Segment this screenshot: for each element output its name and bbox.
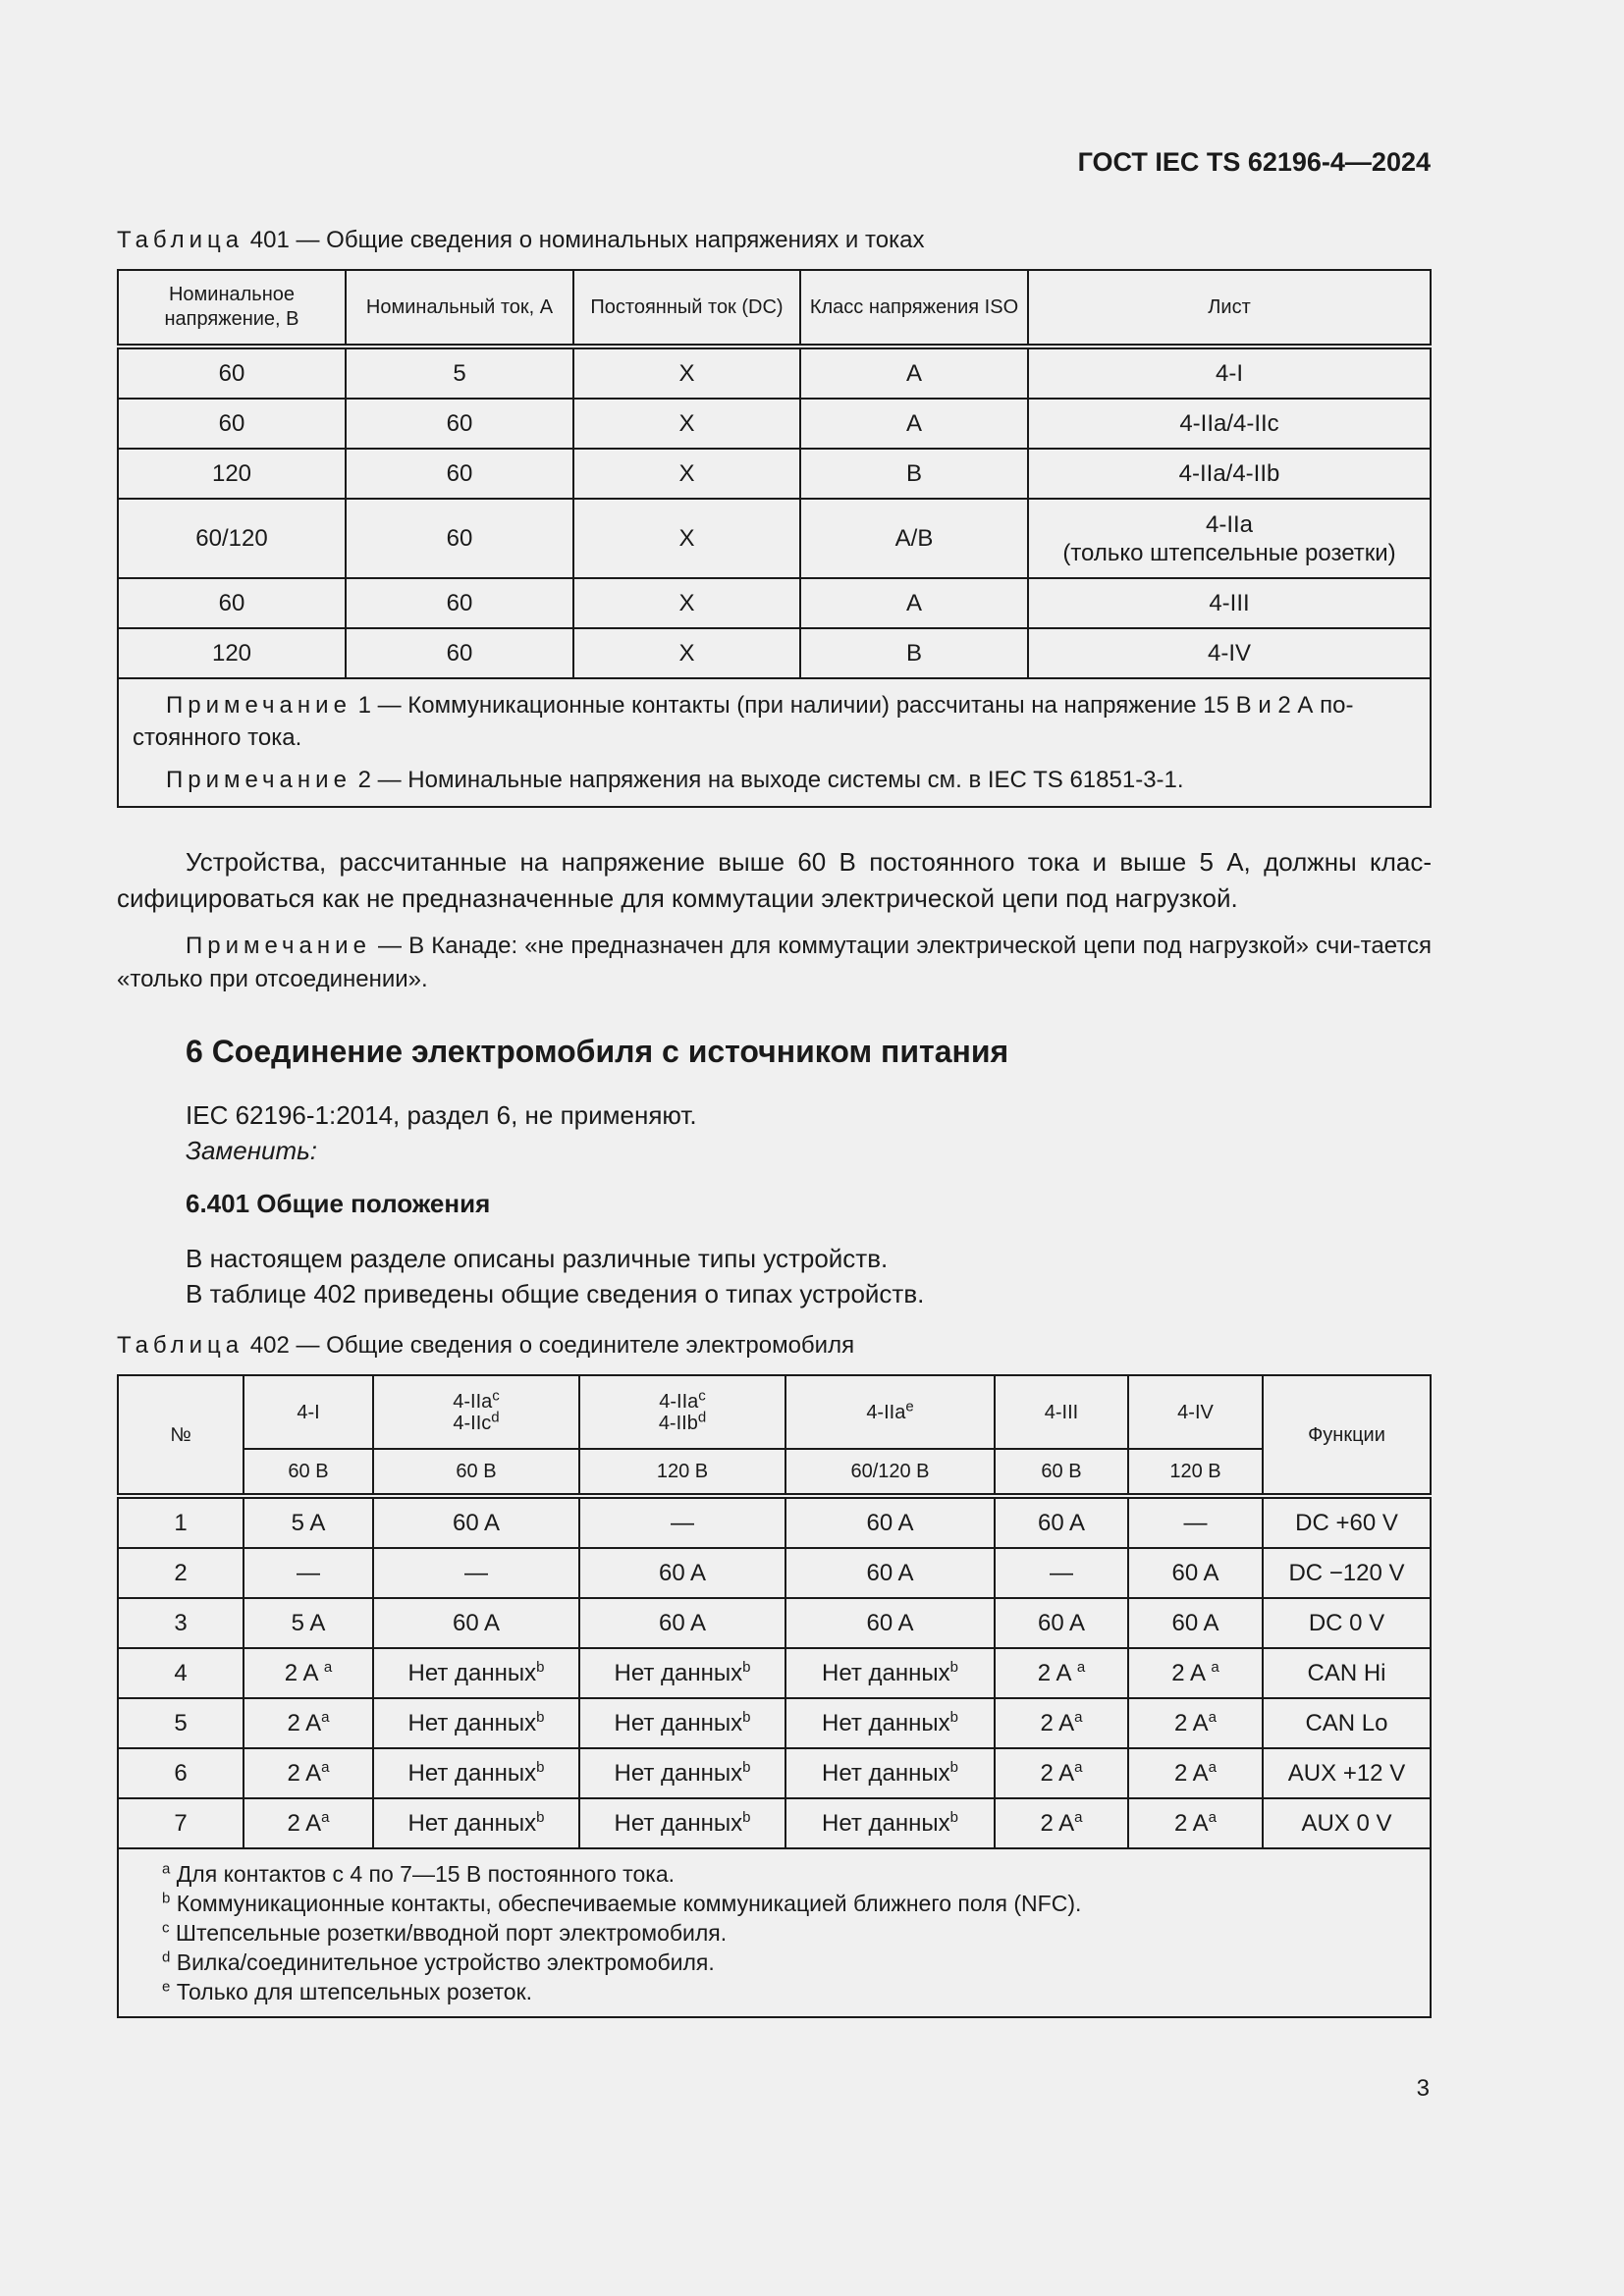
header-cell: Номинальный ток, А <box>346 270 573 347</box>
table-cell: X <box>573 399 800 449</box>
table-cell: 60 A <box>785 1496 995 1548</box>
table-cell: Нет данных$^b$ <box>785 1648 995 1698</box>
table-cell: X <box>573 578 800 628</box>
table-cell: Нет данных$^b$ <box>785 1748 995 1798</box>
footnote: $^a$ Для контактов с 4 по 7—15 В постоянного тока. <box>162 1860 676 1887</box>
table-cell: 2 $A^a$ <box>244 1748 373 1798</box>
voltage-header: 120 В <box>579 1449 785 1496</box>
table-cell: 60 <box>346 628 573 678</box>
table-cell: A/B <box>800 499 1028 578</box>
table-402-footnotes-row <box>118 1848 1431 2017</box>
table-402 <box>117 1374 1432 2018</box>
sheet-name: 4-IIa <box>1205 510 1254 538</box>
table-cell <box>1028 499 1431 578</box>
table-cell: 60 A <box>373 1598 579 1648</box>
sheet-header: 4-IV <box>1128 1375 1263 1449</box>
table-402-footnotes <box>118 1848 1431 2017</box>
section-6-heading: 6 Соединение электромобиля с источником питания <box>186 1034 1009 1069</box>
table-cell: Нет данных$^b$ <box>373 1698 579 1748</box>
table-cell: — <box>579 1496 785 1548</box>
table-cell: 60 A <box>373 1496 579 1548</box>
table-row <box>118 1698 1431 1748</box>
table-cell: B <box>800 628 1028 678</box>
row-number: 5 <box>118 1698 244 1748</box>
section-6401-text: В таблице 402 приведены общие сведения о типах устройств. <box>186 1279 925 1308</box>
sheet-header: 4-IIa$^c$ 4-IIc$^d$ <box>373 1375 579 1449</box>
table-cell: 60 <box>118 347 346 399</box>
table-note: Примечание 2 — Номинальные напряжения на выходе системы см. в IEC TS 61851-3-1. <box>166 767 1184 793</box>
function-cell: DC −120 V <box>1263 1548 1431 1598</box>
table-cell: A <box>800 347 1028 399</box>
table-cell: 60 <box>118 399 346 449</box>
table-cell: 2 $A^a$ <box>1128 1748 1263 1798</box>
function-cell: DC +60 V <box>1263 1496 1431 1548</box>
table-cell: 2 $A^a$ <box>995 1748 1128 1798</box>
table-cell: 2 $A^a$ <box>1128 1698 1263 1748</box>
table-row <box>118 399 1431 449</box>
table-cell: 60 A <box>995 1496 1128 1548</box>
table-cell: 2 $A^a$ <box>995 1698 1128 1748</box>
table-cell: 60 <box>118 578 346 628</box>
header-cell: Класс напряжения ISO <box>800 270 1028 347</box>
row-number: 4 <box>118 1648 244 1698</box>
table-cell: — <box>995 1548 1128 1598</box>
table-row <box>118 1648 1431 1698</box>
voltage-header: 60/120 В <box>785 1449 995 1496</box>
table-cell: 4-I <box>1028 347 1431 399</box>
function-cell: AUX 0 V <box>1263 1798 1431 1848</box>
header-cell: Лист <box>1028 270 1431 347</box>
table-cell: Нет данных$^b$ <box>579 1798 785 1848</box>
table-401 <box>117 269 1432 808</box>
table-row <box>118 1798 1431 1848</box>
table-row <box>118 1496 1431 1548</box>
table-cell: 4-IIa/4-IIc <box>1028 399 1431 449</box>
voltage-header: 60 В <box>244 1449 373 1496</box>
section-6-replace-label: Заменить: <box>186 1136 318 1165</box>
table-cell: Нет данных$^b$ <box>785 1698 995 1748</box>
table-cell: 2 $A^a$ <box>244 1798 373 1848</box>
page-number: 3 <box>1416 2075 1430 2102</box>
table-cell: 5 <box>346 347 573 399</box>
table-cell: 5 A <box>244 1598 373 1648</box>
table-cell: 120 <box>118 449 346 499</box>
table-cell: 60 A <box>995 1598 1128 1648</box>
voltage-header: 60 В <box>995 1449 1128 1496</box>
table-cell: X <box>573 499 800 578</box>
table-cell: X <box>573 347 800 399</box>
table-401-notes-row <box>118 678 1431 807</box>
table-cell: 60 A <box>579 1548 785 1598</box>
table-402-header-row <box>118 1375 1431 1449</box>
sheet-note: (только штепсельные розетки) <box>1062 539 1396 566</box>
table-row <box>118 499 1431 578</box>
table-row <box>118 1548 1431 1598</box>
footnote: $^d$ Вилка/соединительное устройство электромобиля. <box>162 1949 715 1975</box>
table-cell: Нет данных$^b$ <box>579 1648 785 1698</box>
table-402-caption: Таблица 402 — Общие сведения о соединителе электромобиля <box>117 1332 855 1359</box>
voltage-header: 120 В <box>1128 1449 1263 1496</box>
header-cell: Номинальное напряжение, В <box>118 270 346 347</box>
table-row <box>118 628 1431 678</box>
table-cell: 4-III <box>1028 578 1431 628</box>
table-cell: 60 A <box>579 1598 785 1648</box>
document-code: ГОСТ IEC TS 62196-4—2024 <box>1077 147 1431 177</box>
row-number: 7 <box>118 1798 244 1848</box>
table-cell: 2 $A^a$ <box>244 1698 373 1748</box>
row-number: 3 <box>118 1598 244 1648</box>
table-cell: 60 <box>346 578 573 628</box>
table-cell: 2 A $^a$ <box>995 1648 1128 1698</box>
function-cell: AUX +12 V <box>1263 1748 1431 1798</box>
table-cell: Нет данных$^b$ <box>373 1748 579 1798</box>
table-row <box>118 347 1431 399</box>
table-cell: Нет данных$^b$ <box>579 1748 785 1798</box>
sheet-header: 4-III <box>995 1375 1128 1449</box>
sheet-header: 4-IIa$^c$ 4-IIb$^d$ <box>579 1375 785 1449</box>
row-number: 1 <box>118 1496 244 1548</box>
footnote: $^b$ Коммуникационные контакты, обеспечиваемые коммуникацией ближнего поля (NFC). <box>162 1890 1082 1916</box>
table-cell: 60/120 <box>118 499 346 578</box>
footnote: $^e$ Только для штепсельных розеток. <box>162 1978 533 2004</box>
table-cell: — <box>1128 1496 1263 1548</box>
table-cell: Нет данных$^b$ <box>373 1648 579 1698</box>
table-401-notes <box>118 678 1431 807</box>
table-cell: 60 A <box>785 1548 995 1598</box>
table-cell: 60 A <box>785 1598 995 1648</box>
table-cell: B <box>800 449 1028 499</box>
footnote: $^c$ Штепсельные розетки/вводной порт электромобиля. <box>162 1919 728 1946</box>
table-401-caption: Таблица 401 — Общие сведения о номинальных напряжениях и токах <box>117 227 925 253</box>
table-note: Примечание 1 — Коммуникационные контакты (при наличии) рассчитаны на напряжение 15 В и 2 А по-стоянного тока. <box>133 692 1354 751</box>
table-cell: Нет данных$^b$ <box>373 1798 579 1848</box>
table-row <box>118 578 1431 628</box>
number-header: № <box>118 1375 244 1496</box>
voltage-header: 60 В <box>373 1449 579 1496</box>
table-cell: 2 A $^a$ <box>1128 1648 1263 1698</box>
table-cell: 2 $A^a$ <box>1128 1798 1263 1848</box>
function-cell: DC 0 V <box>1263 1598 1431 1648</box>
sheet-header: 4-IIa$^e$ <box>785 1375 995 1449</box>
table-cell: 4-IV <box>1028 628 1431 678</box>
table-cell: Нет данных$^b$ <box>579 1698 785 1748</box>
table-row <box>118 1598 1431 1648</box>
table-401-header-row <box>118 270 1431 347</box>
section-6401-text: В настоящем разделе описаны различные типы устройств. <box>186 1244 889 1273</box>
table-cell: 120 <box>118 628 346 678</box>
sheet-header: 4-I <box>244 1375 373 1449</box>
table-cell: 60 <box>346 449 573 499</box>
table-cell: 60 A <box>1128 1598 1263 1648</box>
functions-header: Функции <box>1263 1375 1431 1496</box>
table-cell: 60 <box>346 499 573 578</box>
table-cell: 60 <box>346 399 573 449</box>
table-cell: — <box>244 1548 373 1598</box>
table-cell: — <box>373 1548 579 1598</box>
table-row <box>118 449 1431 499</box>
table-cell: 2 $A^a$ <box>995 1798 1128 1848</box>
table-cell: 5 A <box>244 1496 373 1548</box>
table-cell: Нет данных$^b$ <box>785 1798 995 1848</box>
table-cell: A <box>800 578 1028 628</box>
table-cell: 60 A <box>1128 1548 1263 1598</box>
function-cell: CAN Lo <box>1263 1698 1431 1748</box>
table-cell: X <box>573 449 800 499</box>
section-6401-heading: 6.401 Общие положения <box>186 1189 491 1218</box>
section-6-text: IEC 62196-1:2014, раздел 6, не применяют. <box>186 1100 697 1130</box>
row-number: 6 <box>118 1748 244 1798</box>
header-cell: Постоянный ток (DC) <box>573 270 800 347</box>
body-paragraph: Устройства, рассчитанные на напряжение выше 60 В постоянного тока и выше 5 А, должны клас-сифицироваться как не предназначенные для коммутации электрической цепи под нагрузкой. <box>117 847 1432 913</box>
table-cell: A <box>800 399 1028 449</box>
note-canada: Примечание — В Канаде: «не предназначен для коммутации электрической цепи под нагрузкой» счи-тается «только при отсоединении». <box>117 933 1433 992</box>
table-cell: 4-IIa/4-IIb <box>1028 449 1431 499</box>
table-402-voltage-row <box>118 1449 1431 1496</box>
table-cell: 2 A $^a$ <box>244 1648 373 1698</box>
table-row <box>118 1748 1431 1798</box>
table-cell: X <box>573 628 800 678</box>
function-cell: CAN Hi <box>1263 1648 1431 1698</box>
row-number: 2 <box>118 1548 244 1598</box>
